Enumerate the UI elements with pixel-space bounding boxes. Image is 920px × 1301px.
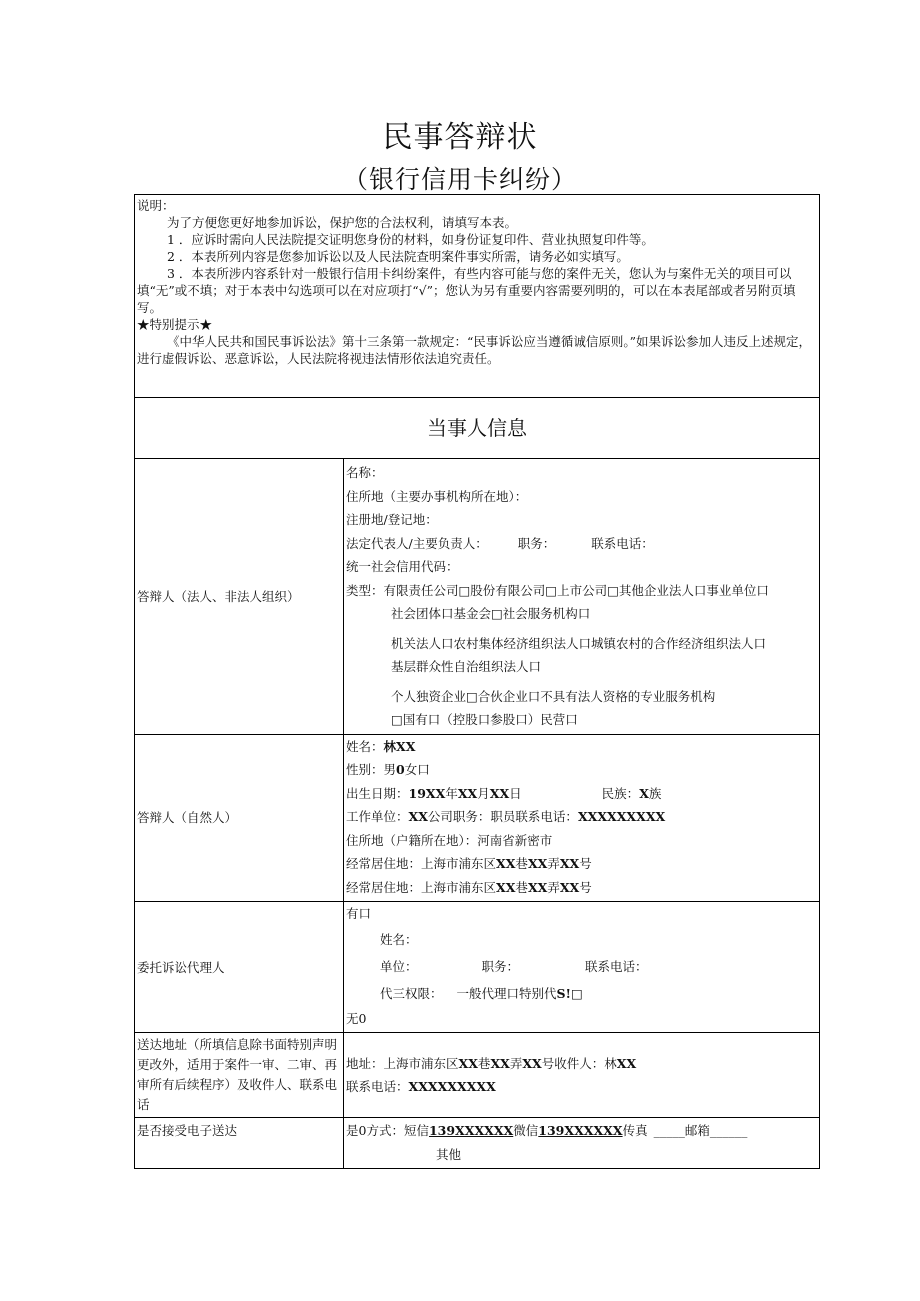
delivery-row	[135, 1033, 820, 1118]
org-reg-field[interactable]: 注册地/登记地：	[346, 512, 438, 527]
agent-authority-box[interactable]: □	[571, 985, 583, 1001]
agent-fields	[344, 902, 820, 1033]
org-label: 答辩人（法人、非法人组织）	[135, 459, 344, 735]
person-gender-line[interactable]	[346, 758, 817, 782]
delivery-phone-value: XXXXXXXXX	[408, 1079, 496, 1094]
agent-label: 委托诉讼代理人	[135, 902, 344, 1033]
org-rep-phone-field[interactable]: 联系电话：	[591, 535, 654, 551]
org-row	[135, 459, 820, 735]
habitual-c-suffix-1: 号	[579, 856, 592, 871]
work-value: XX	[408, 809, 428, 824]
agent-unit-line	[346, 953, 817, 980]
person-name-label: 姓名：	[346, 738, 384, 754]
habitual-label-2: 经常居住地：上海市浦东区	[346, 879, 497, 895]
notes-cell	[135, 195, 820, 398]
electronic-fields	[344, 1118, 820, 1169]
org-type-line-6[interactable]: □国有口（控股口参股口）民营口	[391, 712, 578, 727]
birth-month-suffix: 月	[477, 785, 490, 801]
ethnic-label: 民族：	[601, 785, 640, 801]
person-habitual-line-2[interactable]	[346, 876, 817, 900]
notes-item-1: 1 ．应诉时需向人民法院提交证明您身份的材料，如身份证复印件、营业执照复印件等。	[167, 232, 654, 247]
section-title: 当事人信息	[135, 398, 820, 459]
delivery-addr-c-suffix: 号收件人：林	[541, 1055, 617, 1071]
work-suffix: 公司职务：职员联系电话：	[427, 809, 578, 824]
ethnic-suffix: 族	[648, 785, 662, 801]
agent-has-option[interactable]: 有口	[346, 906, 372, 921]
agent-phone-field[interactable]: 联系电话：	[585, 958, 648, 974]
org-rep-line	[346, 532, 817, 556]
person-birth-line[interactable]	[346, 782, 817, 806]
delivery-addr-label: 地址：上海市浦东区	[346, 1055, 459, 1071]
birth-day-suffix: 日	[509, 785, 522, 801]
person-label: 答辩人（自然人）	[135, 734, 344, 902]
birth-month: XX	[457, 785, 478, 801]
delivery-addr-b-suffix: 弄	[509, 1055, 523, 1071]
person-name-value: 林XX	[383, 738, 416, 754]
habitual-c-1: XX	[559, 856, 580, 871]
habitual-b-1: XX	[527, 856, 548, 871]
person-name-line[interactable]	[346, 735, 817, 759]
special-heading: ★特别提示★	[137, 317, 213, 332]
org-fields	[344, 459, 820, 735]
agent-authority-label: 代三权限：	[380, 985, 443, 1001]
delivery-addr-b: XX	[490, 1055, 510, 1071]
answer-form	[134, 194, 819, 1169]
habitual-a-suffix-2: 巷	[515, 879, 528, 895]
delivery-label: 送达地址（所填信息除书面特别声明更改外，适用于案件一审、二审、再审所有后续程序）及收件人、联系电话	[135, 1033, 344, 1118]
notes-row	[135, 195, 820, 398]
electronic-fax-blank[interactable]: _____	[653, 1123, 685, 1138]
electronic-sms-value[interactable]: 139XXXXXX	[428, 1123, 514, 1138]
habitual-label-1: 经常居住地：上海市浦东区	[346, 856, 497, 871]
birth-day: XX	[489, 785, 510, 801]
habitual-b-2: XX	[527, 879, 548, 895]
delivery-phone-label: 联系电话：	[346, 1079, 409, 1094]
delivery-fields	[344, 1033, 820, 1118]
org-address-field[interactable]: 住所地（主要办事机构所在地）：	[346, 488, 528, 504]
delivery-addr-a: XX	[458, 1055, 478, 1071]
org-credit-code-field[interactable]: 统一社会信用代码：	[346, 559, 459, 574]
document-subtitle: （银行信用卡纠纷）	[342, 165, 577, 194]
work-label: 工作单位：	[346, 809, 409, 824]
delivery-addr-c: XX	[522, 1055, 542, 1071]
habitual-a-1: XX	[496, 856, 516, 871]
electronic-email-blank[interactable]: ______	[709, 1123, 748, 1138]
habitual-a-2: XX	[496, 879, 516, 895]
electronic-wechat-value[interactable]: 139XXXXXX	[538, 1123, 623, 1138]
notes-heading: 说明：	[137, 198, 175, 213]
electronic-email-label: 邮箱	[684, 1123, 710, 1138]
org-type-line-2[interactable]: 社会团体口基金会□社会服务机构口	[391, 606, 591, 621]
person-row	[135, 734, 820, 902]
person-fields	[344, 734, 820, 902]
notes-item-3: 3 ．本表所涉内容系针对一般银行信用卡纠纷案件，有些内容可能与您的案件无关，您认为与案件无关的项目可以填“无”或不填；对于本表中勾选项可以在对应项打“√”；您认为另有重要内容需要列明的，可以在本表尾部或者另附页填写。	[137, 266, 796, 315]
habitual-a-suffix-1: 巷	[515, 856, 528, 871]
gender-male-check[interactable]: 0	[396, 762, 405, 777]
special-text: 《中华人民共和国民事诉讼法》第十三条第一款规定：“民事诉讼应当遵循诚信原则。”如果诉讼参加人违反上述规定，进行虚假诉讼、恶意诉讼，人民法院将视违法情形依法追究责任。	[137, 334, 812, 366]
electronic-other-field[interactable]: 其他	[436, 1146, 462, 1162]
gender-label: 性别：男	[346, 762, 397, 777]
delivery-addr-a-suffix: 巷	[477, 1055, 491, 1071]
delivery-recipient: XX	[616, 1055, 637, 1071]
delivery-address-line[interactable]	[346, 1052, 817, 1076]
habitual-b-suffix-2: 弄	[547, 879, 560, 895]
agent-authority-options[interactable]: 一般代理口特别代	[456, 985, 557, 1001]
form-table	[134, 194, 820, 1169]
electronic-row	[135, 1118, 820, 1169]
habitual-b-suffix-1: 弄	[547, 856, 560, 871]
notes-item-2: 2 ．本表所列内容是您参加诉讼以及人民法院查明案件事实所需，请务必如实填写。	[167, 249, 629, 264]
electronic-methods-line[interactable]	[346, 1119, 817, 1143]
agent-row	[135, 902, 820, 1033]
agent-authority-line	[346, 980, 817, 1007]
person-phone-value: XXXXXXXXX	[577, 809, 666, 824]
ethnic-value: X	[639, 785, 649, 801]
person-residence-field[interactable]: 住所地（户籍所在地）：河南省新密市	[346, 832, 553, 848]
org-type-line-3[interactable]: 机关法人口农村集体经济组织法人口城镇农村的合作经济组织法人口	[391, 635, 767, 651]
org-rep-position-field[interactable]: 职务：	[517, 535, 556, 551]
org-type-line-1[interactable]: 类型：有限责任公司□股份有限公司□上市公司□其他企业法人口事业单位口	[346, 582, 769, 598]
gender-female-option[interactable]: 女口	[404, 762, 430, 777]
person-work-line[interactable]	[346, 805, 817, 829]
person-habitual-line-1[interactable]	[346, 852, 817, 876]
agent-position-field[interactable]: 职务：	[481, 958, 520, 974]
agent-authority-tail: S!	[556, 985, 572, 1001]
delivery-phone-line[interactable]	[346, 1075, 817, 1099]
electronic-fax-label: 传真	[622, 1123, 648, 1138]
birth-year: 19XX	[408, 785, 446, 801]
agent-unit-field[interactable]: 单位：	[380, 958, 418, 974]
electronic-prefix: 是0方式：短信	[346, 1123, 429, 1138]
habitual-c-2: XX	[559, 879, 580, 895]
document-title: 民事答辩状	[382, 120, 538, 155]
habitual-c-suffix-2: 号	[579, 879, 592, 895]
agent-none-option[interactable]: 无0	[346, 1010, 367, 1026]
birth-label: 出生日期：	[346, 785, 409, 801]
notes-intro: 为了方便您更好地参加诉讼，保护您的合法权利，请填写本表。	[167, 215, 518, 230]
electronic-label: 是否接受电子送达	[135, 1118, 344, 1169]
org-name-field[interactable]: 名称：	[346, 465, 384, 480]
org-type-line-4[interactable]: 基层群众性自治组织法人口	[391, 659, 542, 674]
org-type-line-5[interactable]: 个人独资企业□合伙企业口不具有法人资格的专业服务机构	[391, 688, 716, 704]
org-rep-field[interactable]: 法定代表人/主要负责人：	[346, 535, 488, 551]
section-header-row	[135, 398, 820, 459]
birth-year-suffix: 年	[445, 785, 458, 801]
agent-name-field[interactable]: 姓名：	[380, 931, 418, 947]
electronic-wechat-label: 微信	[513, 1123, 539, 1138]
